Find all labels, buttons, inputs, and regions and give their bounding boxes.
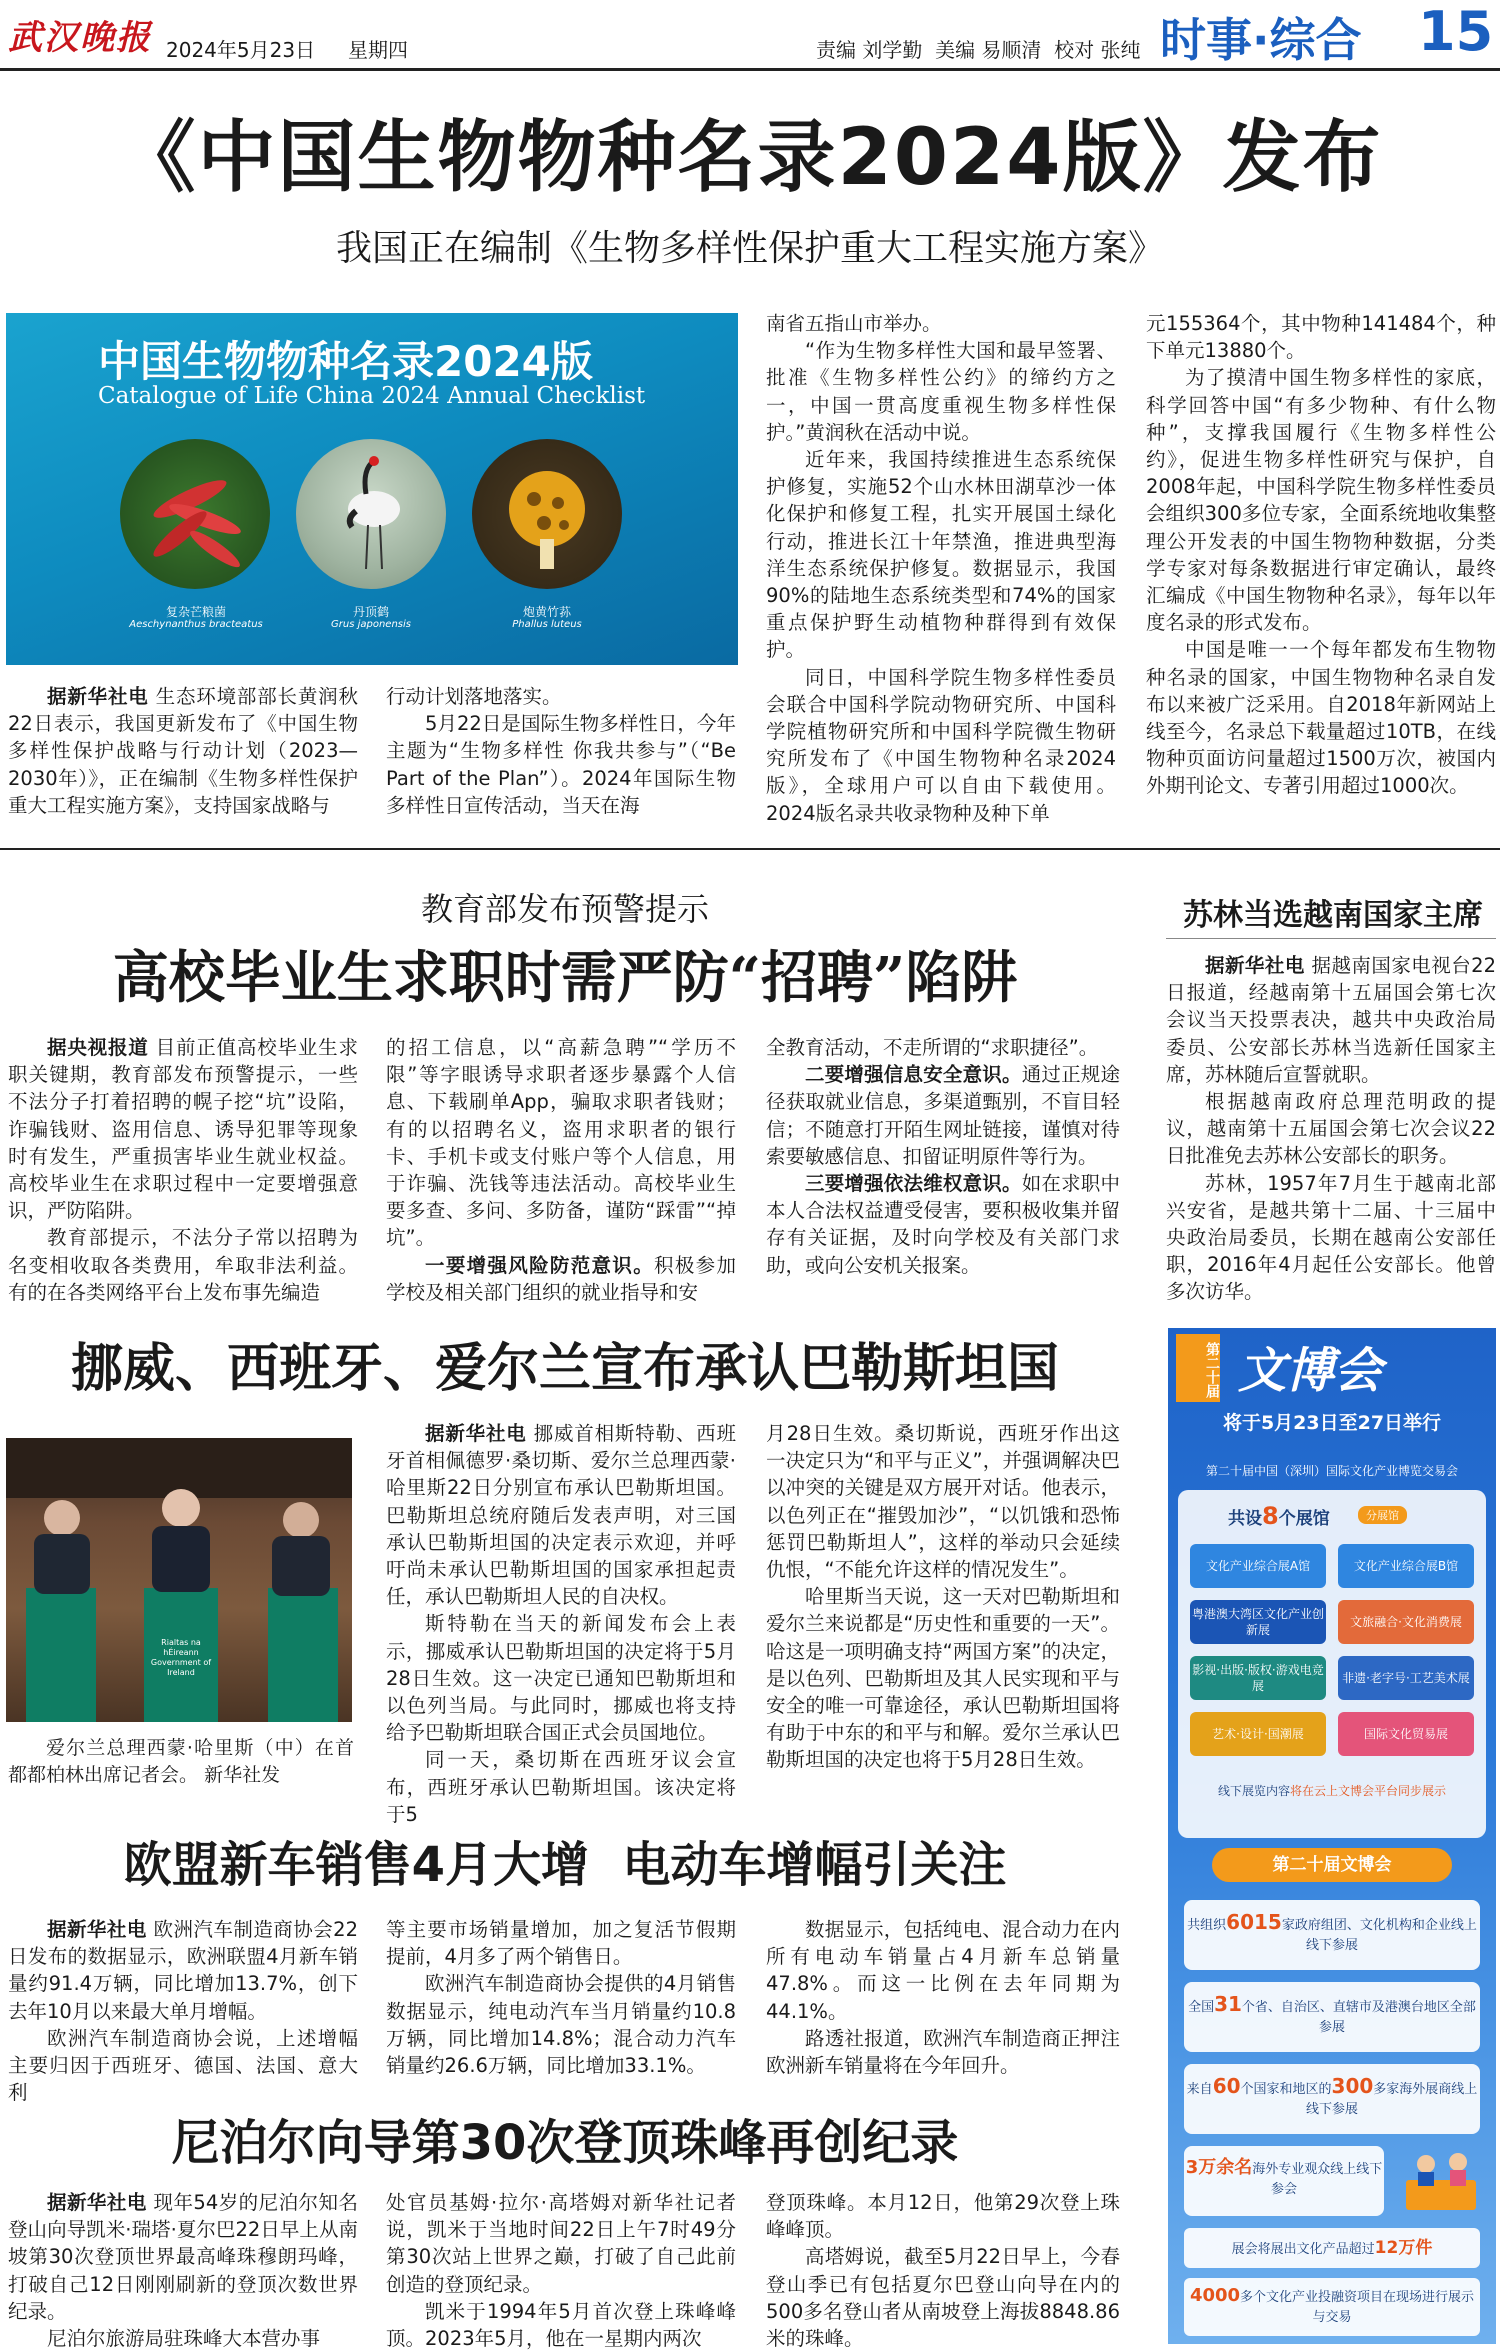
section-divider [0,848,1500,850]
paragraph: 教育部提示，不法分子常以招聘为名变相收取各类费用，牟取非法利益。有的在各类网络平台上发布事先编造 [8,1226,358,1304]
story1-col2 [386,683,736,823]
story2-col3 [766,1034,1120,1334]
hall-chip: 粤港澳大湾区文化产业创新展 [1190,1600,1326,1644]
paragraph: 高塔姆说，截至5月22日早上，今春登山季已有包括夏尔巴登山向导在内的500多名登山者从南坡登上海拔8848.86米的珠峰。 [766,2245,1120,2351]
paragraph: 为了摸清中国生物多样性的家底，科学回答中国“有多少物种、有什么物种”，支撑我国履行《生物多样性公约》，促进生物多样性研究与保护，自2008年起，中国科学院生物多样性委员会组织300多位专家，全面系统地收集整理公开发表的中国生物物种数据，分类学专家对每条数据进行审定确认，最终汇编成《中国生物物种名录》，每年以年度名录的形式发布。 [1146,366,1496,635]
stat-post: 海外专业观众线上线下参会 [1252,2162,1383,2197]
bottom-banner-1 [1184,2228,1480,2268]
hall-chip: 文化产业综合展A馆 [1190,1544,1326,1588]
paragraph: 苏林，1957年7月生于越南北部兴安省，是越共第十二届、十三届中央政治局委员，长期在越南公安部任职，2016年4月起任公安部长。他曾多次访华。 [1166,1171,1496,1304]
halls-panel [1178,1490,1486,1838]
stat-number: 31 [1214,1992,1242,2016]
editors-credit: 责编 刘学勤 美编 易顺清 校对 张纯 [816,38,1141,62]
expo-advertisement [1168,1328,1496,2344]
paragraph: 根据越南政府总理范明政的提议，越南第十五届国会第七次会议22日批准免去苏林公安部长的职务。 [1166,1090,1496,1168]
story1-headline: 《中国生物物种名录2024版》发布 [117,113,1383,203]
species-2-latin: Grus japonensis [331,619,411,630]
stat-card [1184,2064,1480,2134]
stat-number: 60 [1212,2074,1241,2098]
story1-col1-text: 生态环境部部长黄润秋22日表示，我国更新发布了《中国生物多样性保护战略与行动计划（2023—2030年）》，正在编制《生物多样性保护重大工程实施方案》，支持国家战略与 [8,685,358,817]
people-silhouette-icon [6,1438,352,1722]
stat-number: 300 [1331,2074,1374,2098]
newspaper-logo: 武汉晚报 [8,18,152,58]
paragraph: 南省五指山市举办。 [766,312,942,335]
halls-pre: 共设 [1228,1509,1262,1529]
crane-icon [296,439,446,589]
paragraph: 挪威首相斯特勒、西班牙首相佩德罗·桑切斯、爱尔兰总理西蒙·哈里斯22日分别宣布承认巴勒斯坦国。巴勒斯坦总统府随后发表声明，对三国承认巴勒斯坦国的决定表示欢迎，并呼吁尚未承认巴勒斯坦国的国家承担起责任，承认巴勒斯坦人民的自决权。 [386,1422,736,1609]
story5-col3 [766,2189,1120,2349]
stat-card [1184,2146,1384,2216]
hall-chip: 影视·出版·版权·游戏电竞展 [1190,1656,1326,1700]
story6-body [1166,952,1496,1322]
story1-subtitle: 我国正在编制《生物多样性保护重大工程实施方案》 [335,228,1164,269]
online-note-prefix: 线下展览内容 [1217,1784,1290,1798]
paragraph: 元155364个，其中物种141484个，种下单元13880个。 [1146,312,1496,363]
story2-headline: 高校毕业生求职时需严防“招聘”陷阱 [112,945,1018,1011]
story2-lead: 据央视报道 [47,1036,149,1059]
story3-caption [8,1735,354,1795]
bottom1-pre: 展会将展出文化产品超过 [1231,2242,1375,2257]
issue-weekday: 星期四 [348,38,408,62]
stat-post: 个省、自治区、直辖市及港澳台地区全部参展 [1241,2000,1476,2035]
paragraph: 一要增强风险防范意识。积极参加学校及相关部门组织的就业指导和安 [386,1253,736,1304]
paragraph: 5月22日是国际生物多样性日，今年主题为“生物多样性 你我共参与”（“Be Part of the Plan”）。2024年国际生物多样性日宣传活动，当天在海 [386,712,736,817]
story6-rule [1166,938,1496,939]
flower-icon [120,439,270,589]
species-circle-fungus [472,439,622,589]
paragraph: 等主要市场销量增加，加之复活节假期提前，4月多了两个销售日。 [386,1918,736,1969]
story2-col1 [8,1034,358,1334]
story5-headline: 尼泊尔向导第30次登顶珠峰再创纪录 [171,2115,959,2171]
species-1-name: 复杂芒粮菌 [165,605,226,619]
story3-headline: 挪威、西班牙、爱尔兰宣布承认巴勒斯坦国 [70,1339,1059,1399]
stat-card [1184,1900,1480,1970]
photo-credit: 新华社发 [204,1764,281,1786]
paragraph: 据越南国家电视台22日报道，经越南第十五届国会第七次会议当天投票表决，越共中央政治局委员、公安部长苏林当选新任国家主席，苏林随后宣誓就职。 [1166,954,1496,1086]
expo-badge: 第二十届 [1176,1334,1220,1402]
paragraph: 行动计划落地落实。 [386,685,562,708]
stat-pre: 全国 [1188,2000,1215,2015]
paragraph: 欧洲汽车制造商协会提供的4月销售数据显示，纯电动汽车当月销量约10.8万辆，同比增加14.8%；混合动力汽车销量约26.6万辆，同比增加33.1%。 [386,1972,736,2078]
story3-lead: 据新华社电 [425,1422,527,1445]
story1-lead: 据新华社电 [47,685,149,708]
species-circle-crane [296,439,446,589]
stat-pre: 来自 [1186,2082,1213,2097]
hall-chip: 国际文化贸易展 [1338,1712,1474,1756]
story5-lead: 据新华社电 [47,2191,147,2214]
halls-tag: 分展馆 [1358,1506,1407,1524]
bottom1-number: 12万件 [1374,2238,1433,2258]
paragraph: 同日，中国科学院生物多样性委员会联合中国科学院动物研究所、中国科学院植物研究所和中国科学院微生物研究所发布了《中国生物物种名录2024版》，全球用户可以自由下载使用。2024版名录共收录物种及种下单 [766,665,1116,825]
story1-col3 [766,310,1116,825]
bottom2-post: 多个文化产业投融资项目在现场进行展示与交易 [1240,2290,1475,2325]
story6-lead: 据新华社电 [1205,954,1305,977]
image-title-en: Catalogue of Life China 2024 Annual Checklist [98,383,646,409]
podium-sign: Rialtas na hÉireann Government of Ireland [150,1638,212,1677]
paragraph: 月28日生效。桑切斯说，西班牙作出这一决定只为“和平与正义”，并强调解决巴以冲突的关键是双方展开对话。他表示，以色列正在“摧毁加沙”，“以饥饿和恐怖惩罚巴勒斯坦人”，这样的举动只会延续仇恨，“不能允许这样的情况发生”。 [766,1422,1120,1582]
story4-headline: 欧盟新车销售4月大增 电动车增幅引关注 [123,1837,1007,1893]
paragraph: “作为生物多样性大国和最早签署、批准《生物多样性公约》的缔约方之一，中国一贯高度重视生物多样性保护。”黄润秋在活动中说。 [766,339,1116,444]
expo-dates: 将于5月23日至27日举行 [1222,1412,1442,1434]
paragraph: 路透社报道，欧洲汽车制造商正押注欧洲新车销量将在今年回升。 [766,2026,1120,2078]
page-number: 15 [1418,0,1494,63]
caption-text: 爱尔兰总理西蒙·哈里斯（中）在首都都柏林出席记者会。 [8,1737,354,1786]
paragraph: 二要增强信息安全意识。通过正规途径获取就业信息，多渠道甄别，不盲目轻信；不随意打开陌生网址链接，谨慎对待索要敏感信息、扣留证明原件等行为。 [766,1063,1120,1168]
paragraph: 凯米于1994年5月首次登上珠峰峰顶。2023年5月，他在一星期内两次 [386,2299,736,2351]
paragraph: 目前正值高校毕业生求职关键期，教育部发布预警提示，一些不法分子打着招聘的幌子挖“坑”设陷，诈骗钱财、盗用信息、诱导犯罪等现象时有发生，严重损害毕业生就业权益。高校毕业生在求职过程中一定要增强意识，严防陷阱。 [8,1036,358,1223]
story3-col1 [386,1420,736,1826]
paragraph: 中国是唯一一个每年都发布生物物种名录的国家，中国生物物种名录自发布以来被广泛采用。自2018年新网站上线至今，名录总下载量超过10TB，在线物种页面访问量超过1500万次，被国内外期刊论文、专著引用超过1000次。 [1146,638,1496,798]
paragraph: 欧洲汽车制造商协会说，上述增幅主要归因于西班牙、德国、法国、意大利 [8,2026,358,2105]
story4-col2 [386,1916,736,2106]
stat-post: 多家海外展商线上线下参展 [1305,2082,1478,2117]
stat-pre: 共组织 [1187,1918,1227,1933]
species-circle-flower [120,439,270,589]
species-1-latin: Aeschynanthus bracteatus [129,619,263,630]
story1-col1 [8,683,358,823]
paragraph-lead-phrase: 一要增强风险防范意识。 [425,1253,655,1277]
paragraph: 欧洲汽车制造商协会22日发布的数据显示，欧洲联盟4月新车销量约91.4万辆，同比增加13.7%，创下去年10月以来最大单月增幅。 [8,1918,358,2023]
hall-chip: 非遗·老字号·工艺美术展 [1338,1656,1474,1700]
paragraph: 的招工信息，以“高薪急聘”“学历不限”等字眼诱导求职者逐步暴露个人信息、下载刷单App，骗取求职者钱财；有的以招聘名义，盗用求职者的银行卡、手机卡或支付账户等个人信息，用于诈骗、洗钱等违法活动。高校毕业生要多查、多问、多防备，谨防“踩雷”“掉坑”。 [386,1036,736,1250]
issue-date: 2024年5月23日 [166,38,316,62]
story6-headline: 苏林当选越南国家主席 [1183,898,1483,933]
story1-image [6,313,738,665]
story4-col1 [8,1916,358,2106]
paragraph-lead-phrase: 三要增强依法维权意识。 [805,1172,1022,1196]
paragraph: 登顶珠峰。本月12日，他第29次登上珠峰峰顶。 [766,2191,1120,2242]
expo-ribbon: 第二十届文博会 [1212,1848,1452,1882]
visitors-illustration-icon [1396,2140,1486,2220]
photo-caption [8,1735,354,1789]
paragraph: 处官员基姆·拉尔·高塔姆对新华社记者说，凯米于当地时间22日上午7时49分第30次站上世界之巅，打破了自己此前创造的登顶纪录。 [386,2191,736,2296]
hall-chip: 艺术·设计·国潮展 [1190,1712,1326,1756]
bottom-banner-2 [1184,2278,1480,2336]
online-note [1178,1782,1486,1799]
story4-col3 [766,1916,1120,2106]
paragraph: 全教育活动，不走所谓的“求职捷径”。 [766,1036,1099,1059]
paragraph: 数据显示，包括纯电、混合动力在内所有电动车销量占4月新车总销量47.8%。而这一比例在去年同期为44.1%。 [766,1918,1120,2023]
story2-col2 [386,1034,736,1334]
halls-post: 个展馆 [1278,1509,1330,1529]
stat-post: 家政府组团、文化机构和企业线上线下参展 [1281,1918,1477,1953]
stat-post: 个国家和地区的 [1240,2082,1332,2097]
story1-col4 [1146,310,1496,822]
paragraph: 尼泊尔旅游局驻珠峰大本营办事 [47,2327,321,2351]
paragraph: 同一天，桑切斯在西班牙议会宣布，西班牙承认巴勒斯坦国。该决定将于5 [386,1748,736,1826]
hall-chip: 文旅融合·文化消费展 [1338,1600,1474,1644]
image-title-cn: 中国生物物种名录2024版 [98,337,593,386]
species-2-name: 丹顶鹤 [352,605,389,619]
stat-number: 3万余名 [1185,2157,1253,2178]
paragraph: 近年来，我国持续推进生态系统保护修复，实施52个山水林田湖草沙一体化保护和修复工程，扎实开展国土绿化行动，推进长江十年禁渔，推进典型海洋生态系统保护修复。数据显示，我国90%的陆地生态系统类型和74%的国家重点保护野生动植物种群得到有效保护。 [766,448,1116,662]
story4-lead: 据新华社电 [47,1918,147,1941]
bottom2-number: 4000 [1189,2285,1241,2306]
species-3-latin: Phallus luteus [512,619,582,630]
paragraph: 现年54岁的尼泊尔知名登山向导凯米·瑞塔·夏尔巴22日早上从南坡第30次登顶世界最高峰珠穆朗玛峰，打破自己12日刚刚刷新的登顶次数世界纪录。 [8,2191,358,2323]
paragraph: 斯特勒在当天的新闻发布会上表示，挪威承认巴勒斯坦国的决定将于5月28日生效。这一决定已通知巴勒斯坦和以色列当局。与此同时，挪威也将支持给予巴勒斯坦联合国正式会员国地位。 [386,1612,736,1745]
header-rule [0,68,1500,71]
online-note-highlight: 将在云上文博会平台同步展示 [1290,1784,1447,1798]
story3-col2 [766,1420,1120,1800]
paragraph: 哈里斯当天说，这一天对巴勒斯坦和爱尔兰来说都是“历史性和重要的一天”。哈这是一项明确支持“两国方案”的决定，是以色列、巴勒斯坦及其人民实现和平与安全的唯一可靠途径，承认巴勒斯坦国将有助于中东的和平与和解。爱尔兰承认巴勒斯坦国的决定也将于5月28日生效。 [766,1585,1120,1772]
fungus-icon [472,439,622,589]
hall-chip: 文化产业综合展B馆 [1338,1544,1474,1588]
paragraph: 三要增强依法维权意识。如在求职中本人合法权益遭受侵害，要积极收集并留存有关证据，及时向学校及有关部门求助，或向公安机关报案。 [766,1172,1120,1277]
masthead [0,0,1500,67]
halls-heading [1228,1502,1330,1530]
expo-title: 文博会 [1238,1343,1383,1399]
stat-card [1184,1982,1480,2052]
story5-col2 [386,2189,736,2349]
halls-count: 8 [1262,1502,1279,1530]
species-3-name: 炮黄竹荪 [522,605,571,619]
stat-number: 6015 [1226,1910,1282,1934]
story3-photo [6,1438,352,1722]
paragraph-lead-phrase: 二要增强信息安全意识。 [805,1063,1022,1087]
story2-kicker: 教育部发布预警提示 [420,890,709,928]
story5-col1 [8,2189,358,2349]
section-name: 时事·综合 [1160,13,1362,67]
expo-organizer: 第二十届中国（深圳）国际文化产业博览交易会 [1205,1464,1458,1478]
